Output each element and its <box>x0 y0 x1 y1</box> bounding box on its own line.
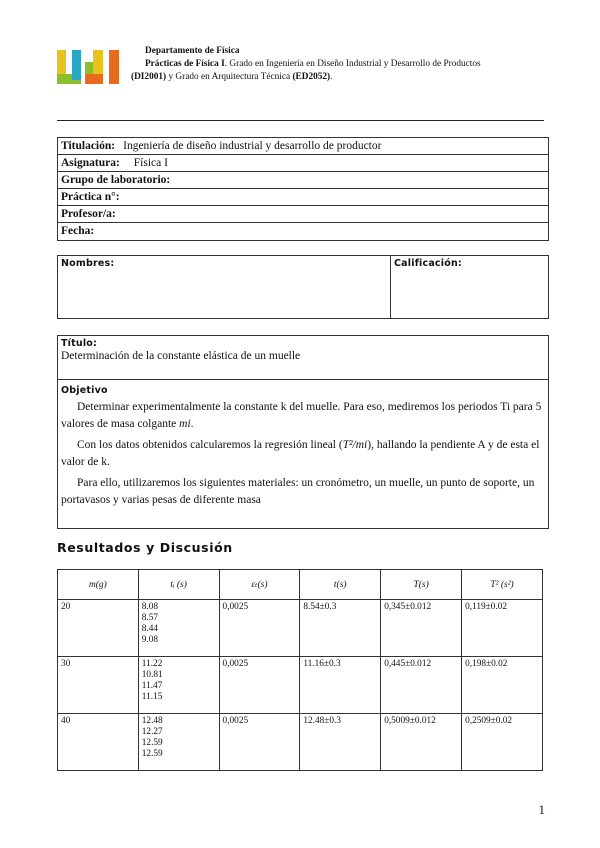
header-text <box>131 45 561 84</box>
objetivo-cell <box>58 380 548 515</box>
cell-T: 0,5009±0.012 <box>381 714 462 771</box>
titulo-cell <box>58 336 548 380</box>
cell-ti: 11.22 10.81 11.47 11.15 <box>138 657 219 714</box>
cell-t: 8.54±0.3 <box>300 600 381 657</box>
cell-m: 30 <box>58 657 139 714</box>
objetivo-p1: Determinar experimentalmente la constante k del muelle. Para eso, mediremos los periodos Ti para 5 valores de masa colgante mi. <box>61 401 542 430</box>
cell-ti: 8.08 8.57 8.44 9.08 <box>138 600 219 657</box>
header-rule <box>57 120 544 121</box>
objetivo-p3: Para ello, utilizaremos los siguientes materiales: un cronómetro, un muelle, un punto de soporte, un portavasos y varias pesas de diferente masa <box>61 477 535 506</box>
cell-m: 40 <box>58 714 139 771</box>
col-header-m: m(g) <box>58 570 139 600</box>
col-header-T: T(s) <box>381 570 462 600</box>
table-row <box>58 657 543 714</box>
cell-e: 0,0025 <box>219 657 300 714</box>
cell-m: 20 <box>58 600 139 657</box>
titulo-value: Determinación de la constante elástica de un muelle <box>61 350 301 362</box>
grupo-row: Grupo de laboratorio: <box>58 172 548 189</box>
cell-e: 0,0025 <box>219 714 300 771</box>
table-row <box>58 714 543 771</box>
cell-t: 11.16±0.3 <box>300 657 381 714</box>
cell-e: 0,0025 <box>219 600 300 657</box>
col-header-T2: T² (s²) <box>462 570 543 600</box>
results-header-row <box>58 570 543 600</box>
titulo-box <box>57 335 549 529</box>
cell-T2: 0,119±0.02 <box>462 600 543 657</box>
cell-t: 12.48±0.3 <box>300 714 381 771</box>
info-table <box>57 137 549 241</box>
calificacion-label: Calificación: <box>394 258 462 269</box>
col-header-t: t(s) <box>300 570 381 600</box>
titulo-label: Título: <box>61 338 98 349</box>
nombres-cell <box>58 256 391 318</box>
cell-T2: 0,198±0.02 <box>462 657 543 714</box>
cell-T: 0,345±0.012 <box>381 600 462 657</box>
results-heading: Resultados y Discusión <box>57 540 233 555</box>
results-table <box>57 569 543 771</box>
cell-T2: 0,2509±0.02 <box>462 714 543 771</box>
practica-row: Práctica n°: <box>58 189 548 206</box>
degree-line: (DI2001) y Grado en Arquitectura Técnica (ED2052). <box>131 72 333 82</box>
fecha-row: Fecha: <box>61 225 95 237</box>
titulacion-row: Titulación: Ingeniería de diseño industrial y desarrollo de productor <box>58 138 548 155</box>
col-header-ti: tᵢ (s) <box>138 570 219 600</box>
profesor-row: Profesor/a: <box>58 206 548 223</box>
asignatura-row: Asignatura: Física I <box>58 155 548 172</box>
cell-T: 0,445±0.012 <box>381 657 462 714</box>
course-line: Prácticas de Física I. Grado en Ingeniería en Diseño Industrial y Desarrollo de Productos <box>145 59 481 69</box>
department-name: Departamento de Física <box>145 46 240 56</box>
col-header-e: εₜ(s) <box>219 570 300 600</box>
page-number: 1 <box>538 802 545 817</box>
names-box <box>57 255 549 319</box>
uji-logo <box>57 48 127 84</box>
objetivo-label: Objetivo <box>61 385 108 396</box>
objetivo-p2: Con los datos obtenidos calcularemos la regresión lineal (T²/mi), hallando la pendiente A y de esta el valor de k. <box>61 439 540 468</box>
nombres-label: Nombres: <box>61 258 115 269</box>
cell-ti: 12.48 12.27 12.59 12.59 <box>138 714 219 771</box>
table-row <box>58 600 543 657</box>
